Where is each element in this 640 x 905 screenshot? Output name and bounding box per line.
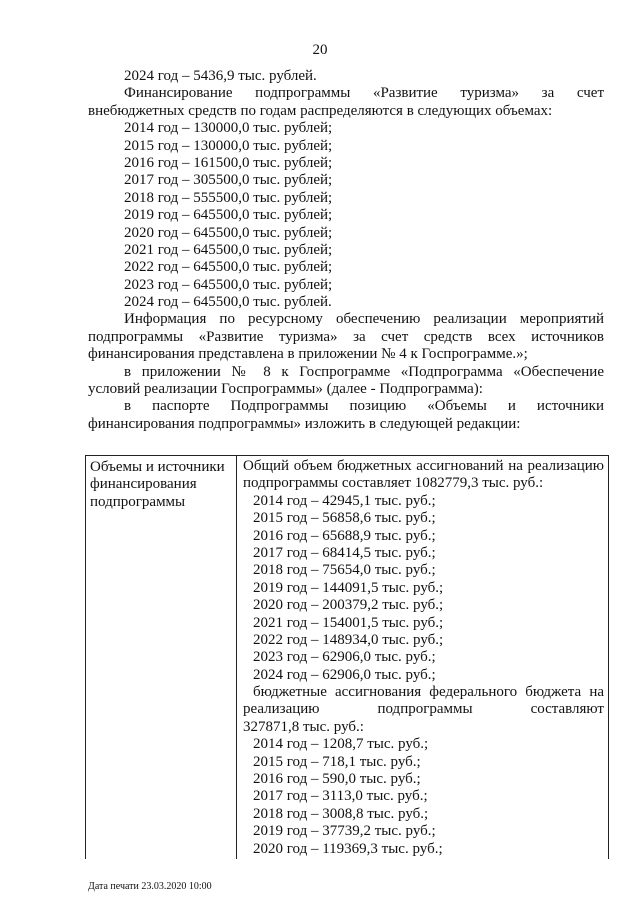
passport-label-cell <box>86 456 237 859</box>
year-line: 2023 год – 62906,0 тыс. руб.; <box>253 649 436 666</box>
year-line: 2018 год – 75654,0 тыс. руб.; <box>253 562 436 579</box>
year-line: 2018 год – 555500,0 тыс. рублей; <box>124 189 333 206</box>
document-body <box>88 68 604 433</box>
year-line: 2016 год – 590,0 тыс. руб.; <box>253 771 421 788</box>
year-line: 2021 год – 154001,5 тыс. руб.; <box>253 614 444 631</box>
print-date: Дата печати 23.03.2020 10:00 <box>88 881 212 892</box>
paragraph-line: в приложении № 8 к Госпрограмме «Подпрограмма «Обеспечение <box>124 363 604 380</box>
year-line: 2020 год – 645500,0 тыс. рублей; <box>124 224 333 241</box>
paragraph-line: Информация по ресурсному обеспечению реализации мероприятий <box>124 311 604 328</box>
passport-value-cell <box>237 456 608 859</box>
year-line: 2023 год – 645500,0 тыс. рублей; <box>124 276 333 293</box>
year-line: 2015 год – 718,1 тыс. руб.; <box>253 753 421 770</box>
year-line: 2024 год – 62906,0 тыс. руб.; <box>253 666 436 683</box>
year-line: 2017 год – 3113,0 тыс. руб.; <box>253 788 428 805</box>
paragraph-line: Финансирование подпрограммы «Развитие туризма» за счет <box>124 85 604 102</box>
year-line: 2020 год – 119369,3 тыс. руб.; <box>253 840 443 857</box>
cell-line: Объемы и источники <box>90 459 225 475</box>
year-line: 2016 год – 65688,9 тыс. руб.; <box>253 527 436 544</box>
year-line: 2018 год – 3008,8 тыс. руб.; <box>253 805 429 822</box>
year-line: 2019 год – 144091,5 тыс. руб.; <box>253 579 444 596</box>
cell-line: реализацию подпрограммы составляют <box>243 701 604 718</box>
year-line: 2014 год – 1208,7 тыс. руб.; <box>253 736 429 753</box>
cell-line: бюджетные ассигнования федерального бюджета на <box>253 684 604 701</box>
year-line: 2015 год – 130000,0 тыс. рублей; <box>124 137 333 154</box>
year-line: 2017 год – 305500,0 тыс. рублей; <box>124 172 333 189</box>
year-line: 2019 год – 37739,2 тыс. руб.; <box>253 823 436 840</box>
paragraph-line: финансирования подпрограммы» изложить в следующей редакции: <box>88 415 521 432</box>
year-line: 2019 год – 645500,0 тыс. рублей; <box>124 207 333 224</box>
year-line: 2024 год – 5436,9 тыс. рублей. <box>124 68 317 84</box>
cell-line: финансирования <box>90 476 197 493</box>
year-line: 2014 год – 130000,0 тыс. рублей; <box>124 120 333 137</box>
year-line: 2014 год – 42945,1 тыс. руб.; <box>253 492 436 509</box>
year-line: 2022 год – 148934,0 тыс. руб.; <box>253 631 444 648</box>
page-number: 20 <box>312 42 328 58</box>
year-line: 2016 год – 161500,0 тыс. рублей; <box>124 154 333 171</box>
year-line: 2017 год – 68414,5 тыс. руб.; <box>253 544 436 561</box>
paragraph-line: условий реализации Госпрограммы» (далее - Подпрограмма): <box>88 381 483 398</box>
tourism-years-list <box>88 120 604 311</box>
paragraph-line: финансирования представлена в приложении № 4 к Госпрограмме.»; <box>88 346 528 363</box>
passport-table <box>85 455 609 859</box>
year-line: 2024 год – 645500,0 тыс. рублей. <box>124 294 332 311</box>
year-line: 2022 год – 645500,0 тыс. рублей; <box>124 259 333 276</box>
year-line: 2020 год – 200379,2 тыс. руб.; <box>253 597 444 614</box>
year-line: 2015 год – 56858,6 тыс. руб.; <box>253 510 436 527</box>
cell-line: Общий объем бюджетных ассигнований на реализацию <box>243 458 604 474</box>
year-line: 2021 год – 645500,0 тыс. рублей; <box>124 241 333 258</box>
paragraph-line: подпрограммы «Развитие туризма» за счет средств всех источников <box>88 328 604 345</box>
paragraph-line: внебюджетных средств по годам распределяются в следующих объемах: <box>88 102 553 119</box>
cell-line: подпрограммы составляет 1082779,3 тыс. руб.: <box>243 475 544 492</box>
cell-line: 327871,8 тыс. руб.: <box>243 718 364 735</box>
cell-line: подпрограммы <box>90 493 186 510</box>
paragraph-line: в паспорте Подпрограммы позицию «Объемы и источники <box>124 398 604 415</box>
